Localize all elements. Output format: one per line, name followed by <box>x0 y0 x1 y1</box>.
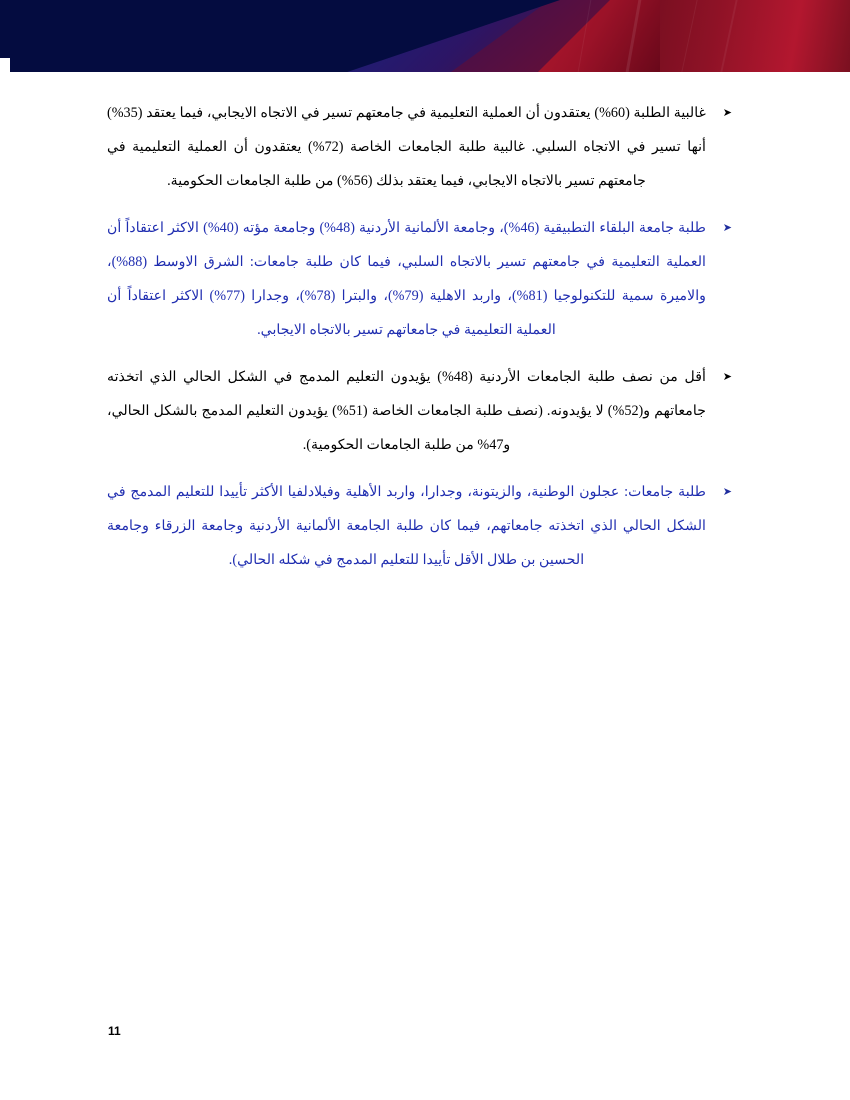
paragraph-text: طلبة جامعات: عجلون الوطنية، والزيتونة، وجدارا، واربد الأهلية وفيلادلفيا الأكثر تأييدا للتعليم المدمج في الشكل الحالي الذي اتخذته جامعاتهم، فيما كان طلبة الجامعة الألمانية الأردنية وجامعة الزرقاء وجامعة الحسين بن طلال الأقل تأييدا للتعليم المدمج في شكله الحالي). <box>107 484 706 568</box>
paragraph-text: أقل من نصف طلبة الجامعات الأردنية (48%) يؤيدون التعليم المدمج في الشكل الحالي الذي اتخذته جامعاتهم و(52%) لا يؤيدونه. (نصف طلبة الجامعات الخاصة (51%) يؤيدون التعليم المدمج بالشكل الحالي، و47% من طلبة الجامعات الحكومية). <box>107 369 707 453</box>
document-body <box>107 96 732 590</box>
arrow-bullet-icon: ➤ <box>722 106 732 119</box>
paragraph-text: طلبة جامعة البلقاء التطبيقية (46%)، وجامعة الألمانية الأردنية (48%) وجامعة مؤته (40%) الاكثر اعتقاداً أن العملية التعليمية في جامعتهم تسير بالاتجاه السلبي، فيما كان طلبة جامعات: الشرق الاوسط (88%)، والاميرة سمية للتكنولوجيا (81%)، واربد الاهلية (79%)، والبترا (78%)، وجدارا (77%) الاكثر اعتقاداً أن العملية التعليمية في جامعاتهم تسير بالاتجاه الايجابي. <box>107 220 707 338</box>
paragraph-text: غالبية الطلبة (60%) يعتقدون أن العملية التعليمية في جامعتهم تسير في الاتجاه الايجابي، فيما يعتقد (35%) أنها تسير في الاتجاه السلبي. غالبية طلبة الجامعات الخاصة (72%) يعتقدون أن العملية التعليمية في جامعتهم تسير بالاتجاه الايجابي، فيما يعتقد بذلك (56%) من طلبة الجامعات الحكومية. <box>107 105 706 189</box>
arrow-bullet-icon: ➤ <box>722 221 732 234</box>
list-item <box>107 360 732 462</box>
banner-left-notch <box>0 58 10 72</box>
decorative-header-banner <box>0 0 850 72</box>
document-page <box>0 72 850 1100</box>
page-number: 11 <box>108 1024 121 1038</box>
list-item <box>107 475 732 577</box>
list-item <box>107 96 732 198</box>
arrow-bullet-icon: ➤ <box>722 485 732 498</box>
arrow-bullet-icon: ➤ <box>722 370 732 383</box>
list-item <box>107 211 732 347</box>
